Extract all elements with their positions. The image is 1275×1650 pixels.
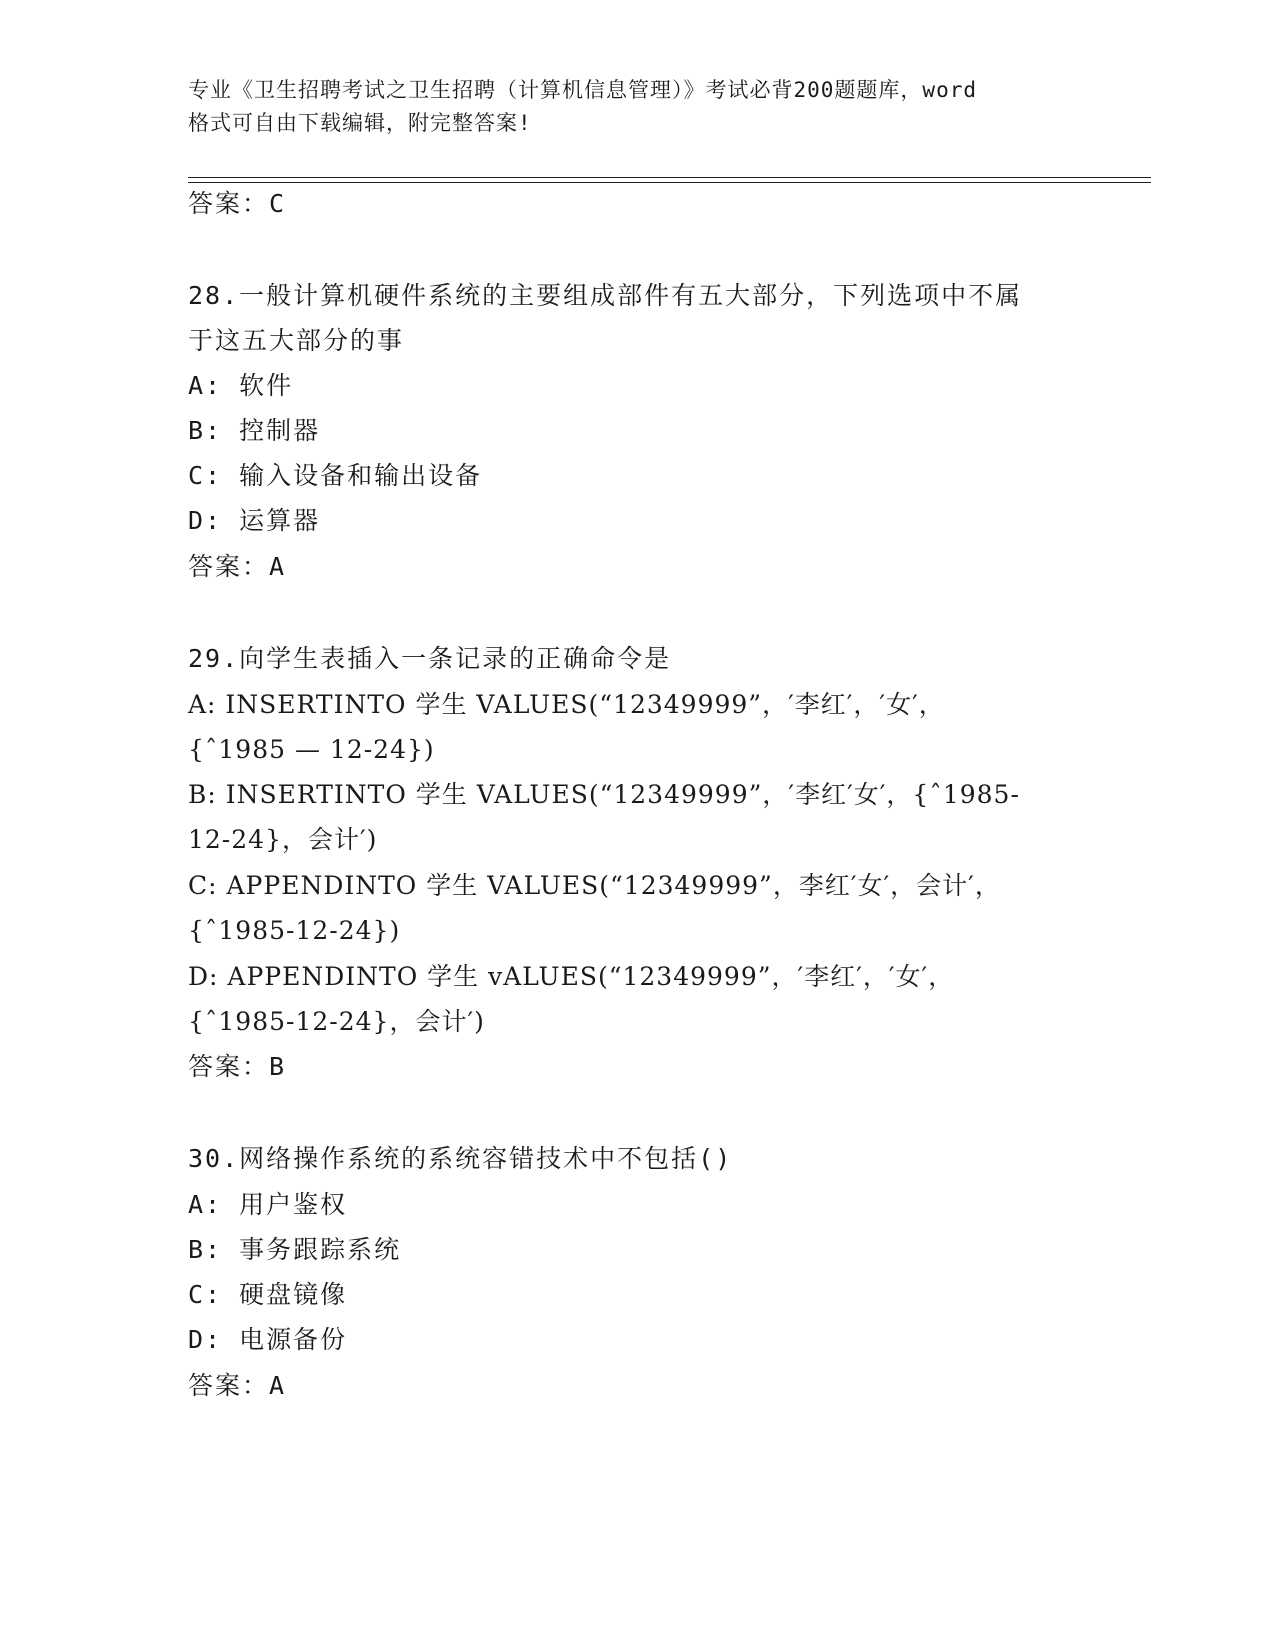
option-line: D: 电源备份 — [188, 1325, 348, 1354]
option-line: 12-24}，会计′) — [188, 825, 378, 854]
answer-line: 答案：A — [188, 552, 287, 581]
option-line: C: APPENDINTO 学生 VALUES(“12349999”，李红′女′，会计′， — [188, 871, 1001, 900]
answer-line: 答案：B — [188, 1052, 287, 1081]
option-line: D: 运算器 — [188, 506, 321, 535]
answer-line: 答案：C — [188, 189, 287, 218]
question-line: 30.网络操作系统的系统容错技术中不包括() — [188, 1144, 733, 1173]
option-line: {ˆ1985-12-24}，会计′) — [188, 1007, 485, 1036]
option-line: C: 硬盘镜像 — [188, 1280, 348, 1309]
option-line: {ˆ1985-12-24}) — [188, 916, 401, 945]
header-line-1: 专业《卫生招聘考试之卫生招聘（计算机信息管理）》考试必背200题题库，word — [188, 78, 977, 102]
header-rule-bottom — [188, 182, 1151, 183]
question-line: 29.向学生表插入一条记录的正确命令是 — [188, 644, 672, 673]
option-line: A: 用户鉴权 — [188, 1190, 348, 1219]
answer-line: 答案：A — [188, 1371, 287, 1400]
question-line: 28.一般计算机硬件系统的主要组成部件有五大部分，下列选项中不属 — [188, 281, 1023, 310]
option-line: A: 软件 — [188, 371, 294, 400]
option-line: A: INSERTINTO 学生 VALUES(“12349999”，′李红′，′女′， — [188, 690, 945, 719]
header-rule-top — [188, 177, 1151, 178]
option-line: D: APPENDINTO 学生 vALUES(“12349999”，′李红′，′女′， — [188, 962, 955, 991]
option-line: B: 控制器 — [188, 416, 321, 445]
option-line: B: 事务跟踪系统 — [188, 1235, 402, 1264]
document-header — [188, 74, 1088, 140]
option-line: B: INSERTINTO 学生 VALUES(“12349999”，′李红′女′，{ˆ1985- — [188, 780, 1020, 809]
option-line: {ˆ1985 — 12-24}) — [188, 735, 435, 764]
header-line-2: 格式可自由下载编辑，附完整答案! — [188, 111, 532, 135]
option-line: C: 输入设备和输出设备 — [188, 461, 483, 490]
question-line: 于这五大部分的事 — [188, 326, 405, 355]
